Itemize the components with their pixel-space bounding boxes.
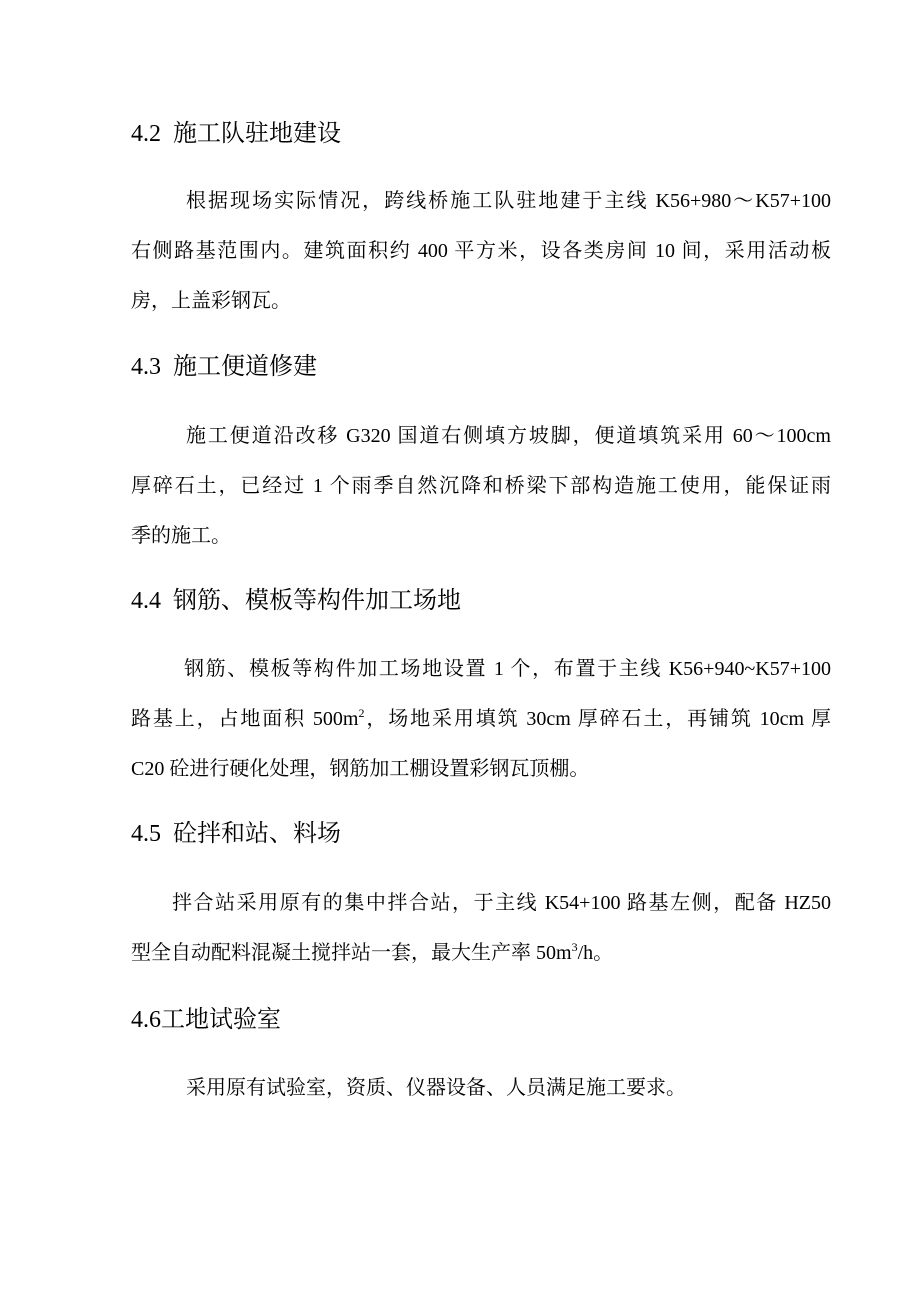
section-heading-4-4	[131, 586, 461, 616]
section-heading-4-2	[131, 119, 341, 149]
paragraph-text: 路基上，占地面积 500m	[131, 708, 359, 730]
paragraph-line: 采用原有试验室，资质、仪器设备、人员满足施工要求。	[186, 1077, 686, 1099]
section-title: 施工便道修建	[173, 354, 317, 380]
paragraph-line: 根据现场实际情况，跨线桥施工队驻地建于主线 K56+980～K57+100	[186, 190, 831, 212]
section-number: 4.2	[131, 121, 161, 147]
paragraph-text: 型全自动配料混凝土搅拌站一套，最大生产率 50m	[131, 942, 572, 964]
section-number: 4.4	[131, 588, 161, 614]
section-heading-4-3	[131, 352, 317, 382]
superscript: 3	[571, 940, 578, 954]
paragraph-line: 施工便道沿改移 G320 国道右侧填方坡脚，便道填筑采用 60～100cm	[186, 425, 831, 447]
paragraph-line: 厚碎石土，已经过 1 个雨季自然沉降和桥梁下部构造施工使用，能保证雨	[131, 475, 831, 497]
paragraph-line: C20 砼进行硬化处理，钢筋加工棚设置彩钢瓦顶棚。	[131, 758, 590, 780]
paragraph-line: 季的施工。	[131, 525, 231, 547]
section-title: 钢筋、模板等构件加工场地	[173, 588, 461, 614]
paragraph-line: 钢筋、模板等构件加工场地设置 1 个，布置于主线 K56+940~K57+100	[184, 658, 831, 680]
section-title: 施工队驻地建设	[173, 121, 341, 147]
paragraph-line: 拌合站采用原有的集中拌合站，于主线 K54+100 路基左侧，配备 HZ50	[172, 892, 831, 914]
section-title: 工地试验室	[161, 1007, 281, 1033]
paragraph-line: 房，上盖彩钢瓦。	[131, 290, 291, 312]
section-number: 4.5	[131, 821, 161, 847]
superscript: 2	[358, 706, 365, 720]
paragraph-line	[131, 938, 613, 968]
section-number: 4.6	[131, 1007, 161, 1033]
paragraph-text: /h。	[577, 942, 614, 964]
section-heading-4-5	[131, 819, 341, 849]
paragraph-text: ，场地采用填筑 30cm 厚碎石土，再铺筑 10cm 厚	[364, 708, 831, 730]
section-heading-4-6	[131, 1005, 281, 1035]
paragraph-line	[131, 704, 831, 734]
paragraph-line: 右侧路基范围内。建筑面积约 400 平方米，设各类房间 10 间，采用活动板	[131, 240, 831, 262]
section-title: 砼拌和站、料场	[173, 821, 341, 847]
section-number: 4.3	[131, 354, 161, 380]
